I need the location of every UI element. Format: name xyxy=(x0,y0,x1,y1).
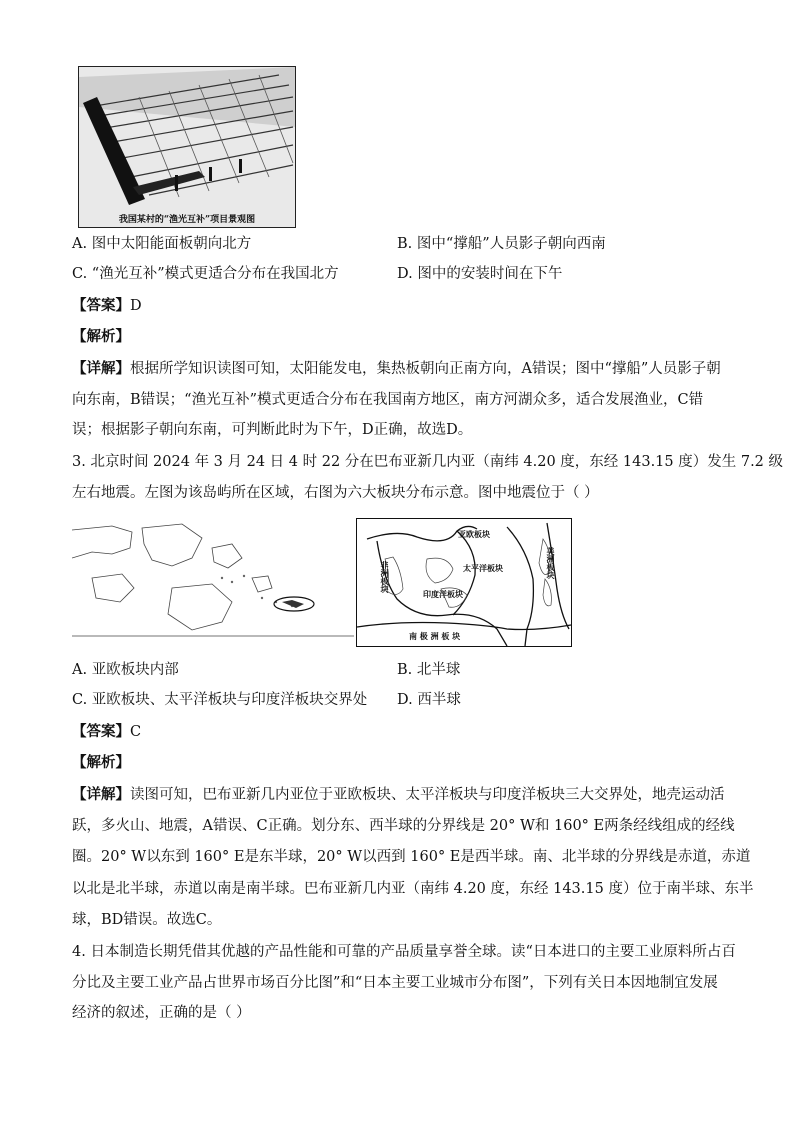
q3-detail-line-5: 球，BD错误。故选C。 xyxy=(72,912,222,928)
q3-answer-label: 【答案】 xyxy=(72,723,130,740)
region-map-left xyxy=(72,518,354,644)
q2-detail-line-1 xyxy=(72,359,721,379)
q3-answer xyxy=(72,722,141,742)
q2-option-c[interactable]: C. “渔光互补”模式更适合分布在我国北方 xyxy=(72,266,339,282)
plate-label-african: 非洲板块 xyxy=(380,561,389,593)
q2-detail-text-1: 根据所学知识读图可知，太阳能发电，集热板朝向正南方向，A错误；图中“撑船”人员影子朝 xyxy=(130,361,721,377)
q3-detail-label: 【详解】 xyxy=(72,786,130,803)
q3-stem-line-2: 左右地震。左图为该岛屿所在区域，右图为六大板块分布示意。图中地震位于（ ） xyxy=(72,485,599,501)
region-map-drawing xyxy=(72,518,354,644)
q3-detail-text-1: 读图可知，巴布亚新几内亚位于亚欧板块、太平洋板块与印度洋板块三大交界处，地壳运动活 xyxy=(130,787,725,803)
q2-option-a[interactable]: A. 图中太阳能面板朝向北方 xyxy=(72,236,252,252)
q2-option-d[interactable]: D. 图中的安装时间在下午 xyxy=(397,266,563,282)
q3-option-d[interactable]: D. 西半球 xyxy=(397,692,461,708)
plate-label-pacific: 太平洋板块 xyxy=(463,564,503,573)
q2-answer-value: D xyxy=(130,298,142,314)
q3-option-c[interactable]: C. 亚欧板块、太平洋板块与印度洋板块交界处 xyxy=(72,692,368,708)
q3-detail-line-3: 圈。20° W以东到 160° E是东半球，20° W以西到 160° E是西半球。南、北半球的分界线是赤道，赤道 xyxy=(72,849,751,865)
q2-answer xyxy=(72,296,142,316)
q3-detail-line-1 xyxy=(72,785,725,805)
q3-analysis-label: 【解析】 xyxy=(72,754,130,771)
q2-analysis-label: 【解析】 xyxy=(72,328,130,345)
photo-caption: 我国某村的“渔光互补”项目景观图 xyxy=(118,215,256,225)
solar-panel-photo-illustration xyxy=(79,67,295,227)
plate-label-eurasian: 亚欧板块 xyxy=(458,530,490,539)
q3-option-a[interactable]: A. 亚欧板块内部 xyxy=(72,662,179,678)
q2-option-b[interactable]: B. 图中“撑船”人员影子朝向西南 xyxy=(397,236,606,252)
q2-detail-label: 【详解】 xyxy=(72,360,130,377)
q3-stem-line-1: 3. 北京时间 2024 年 3 月 24 日 4 时 22 分在巴布亚新几内亚（南纬 4.20 度，东经 143.15 度）发生 7.2 级 xyxy=(72,454,784,470)
plate-map-right xyxy=(356,518,572,647)
q4-stem-line-3: 经济的叙述，正确的是（ ） xyxy=(72,1005,251,1021)
plate-label-american: 美洲板块 xyxy=(546,547,555,579)
q3-detail-line-2: 跃，多火山、地震，A错误、C正确。划分东、西半球的分界线是 20° W和 160° E两条经线组成的经线 xyxy=(72,818,735,834)
q4-stem-line-2: 分比及主要工业产品占世界市场百分比图”和“日本主要工业城市分布图”，下列有关日本因地制宜发展 xyxy=(72,975,718,991)
q2-detail-line-2: 向东南，B错误；“渔光互补”模式更适合分布在我国南方地区，南方河湖众多，适合发展渔业，C错 xyxy=(72,392,704,408)
plate-label-indian: 印度洋板块 xyxy=(423,590,463,599)
q3-detail-line-4: 以北是北半球，赤道以南是南半球。巴布亚新几内亚（南纬 4.20 度，东经 143.15 度）位于南半球、东半 xyxy=(72,881,754,897)
q2-answer-label: 【答案】 xyxy=(72,297,130,314)
q2-detail-line-3: 误；根据影子朝向东南，可判断此时为下午，D正确，故选D。 xyxy=(72,422,473,438)
fishery-solar-photo xyxy=(78,66,296,228)
q3-option-b[interactable]: B. 北半球 xyxy=(397,662,461,678)
q4-stem-line-1: 4. 日本制造长期凭借其优越的产品性能和可靠的产品质量享誉全球。读“日本进口的主要工业原料所占百 xyxy=(72,944,736,960)
q3-answer-value: C xyxy=(130,724,142,740)
plate-label-antarctic: 南 极 洲 板 块 xyxy=(409,632,461,641)
